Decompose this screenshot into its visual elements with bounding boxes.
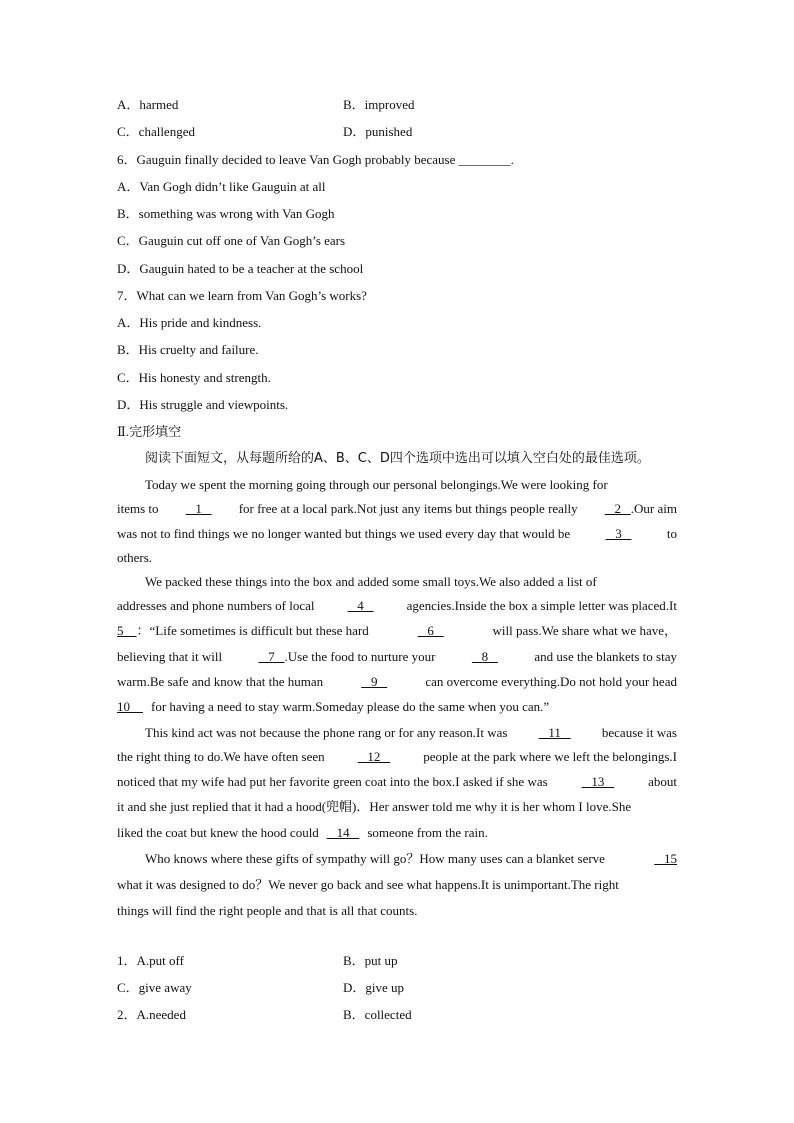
blank-4: 4: [347, 598, 374, 613]
passage-text: believing that it will: [117, 649, 223, 664]
blank-2: 2: [604, 501, 631, 516]
q1-option-b: B．put up: [343, 953, 398, 968]
passage-text: will pass.We share what we have，: [492, 623, 677, 638]
passage-text: was not to find things we no longer wanted but things we used every day that would be: [117, 526, 571, 541]
passage-line: [117, 501, 677, 517]
passage-text: Today we spent the morning going through our personal belongings.We were looking for: [145, 477, 608, 492]
passage-text: to: [666, 526, 677, 541]
blank-3: 3: [605, 526, 632, 541]
blank-10: 10: [117, 699, 143, 714]
passage-text: for free at a local park.Not just any items but things people really: [238, 501, 578, 516]
passage-text: for having a need to stay warm.Someday please do the same when you can.”: [151, 699, 550, 714]
passage-text: .Our aim: [630, 501, 677, 516]
q7-option-a: A．His pride and kindness.: [117, 315, 262, 330]
blank-7: 7: [258, 649, 285, 664]
passage-text: things will find the right people and that is all that counts.: [117, 903, 418, 918]
q5-option-a: A．harmed: [117, 97, 179, 112]
passage-line: [117, 526, 677, 542]
q5-option-b: B．improved: [343, 97, 415, 112]
passage-line: [117, 903, 677, 919]
q5-option-d: D．punished: [343, 124, 413, 139]
passage-text: items to: [117, 501, 159, 516]
q1-option-c: C．give away: [117, 980, 192, 995]
section-instruction: 阅读下面短文，从每题所给的A、B、C、D四个选项中选出可以填入空白处的最佳选项。: [145, 451, 650, 466]
q5-option-c: C．challenged: [117, 124, 195, 139]
passage-text: because it was: [601, 725, 677, 740]
passage-text: someone from the rain.: [367, 825, 488, 840]
passage-text: the right thing to do.We have often seen: [117, 749, 325, 764]
passage-line: [117, 699, 677, 715]
q6-stem: 6．Gauguin finally decided to leave Van Gogh probably because ________.: [117, 152, 514, 167]
passage-line: [117, 598, 677, 614]
passage-text: it and she just replied that it had a hood(兜帽)．Her answer told me why it is her whom I love.She: [117, 799, 632, 814]
blank-5: 5: [117, 623, 137, 638]
q7-option-b: B．His cruelty and failure.: [117, 342, 259, 357]
passage-text: others.: [117, 550, 153, 565]
passage-text: noticed that my wife had put her favorite green coat into the box.I asked if she was: [117, 774, 548, 789]
passage-text: This kind act was not because the phone rang or for any reason.It was: [145, 725, 508, 740]
blank-8: 8: [471, 649, 498, 664]
passage-line: [117, 774, 677, 790]
passage-text: and use the blankets to stay: [534, 649, 677, 664]
passage-text: can overcome everything.Do not hold your head: [425, 674, 677, 689]
passage-text: people at the park where we left the belongings.I: [423, 749, 677, 764]
blank-14: 14: [326, 825, 360, 840]
passage-line: [145, 574, 677, 590]
passage-text: Who knows where these gifts of sympathy will go？How many uses can a blanket serve: [145, 851, 605, 866]
passage-line: [117, 749, 677, 765]
passage-text: addresses and phone numbers of local: [117, 598, 315, 613]
passage-line: [117, 825, 677, 841]
passage-line: [117, 623, 677, 639]
blank-13: 13: [581, 774, 615, 789]
passage-text: about: [648, 774, 677, 789]
section-title: Ⅱ.完形填空: [117, 424, 182, 439]
q2-option-a: 2．A.needed: [117, 1007, 186, 1022]
q6-option-c: C．Gauguin cut off one of Van Gogh’s ears: [117, 233, 346, 248]
blank-11: 11: [538, 725, 571, 740]
blank-6: 6: [417, 623, 444, 638]
q6-option-b: B．something was wrong with Van Gogh: [117, 206, 335, 221]
passage-text: what it was designed to do？We never go back and see what happens.It is unimportant.The right: [117, 877, 619, 892]
passage-line: [145, 725, 677, 741]
passage-line: [117, 674, 677, 690]
q2-option-b: B．collected: [343, 1007, 412, 1022]
passage-line: [117, 550, 677, 566]
q1-option-a: 1．A.put off: [117, 953, 184, 968]
passage-text: ：“Life sometimes is difficult but these hard: [136, 623, 369, 638]
blank-12: 12: [357, 749, 391, 764]
passage-line: [145, 851, 677, 867]
passage-line: [145, 477, 677, 493]
passage-text: agencies.Inside the box a simple letter was placed.It: [406, 598, 677, 613]
q7-option-c: C．His honesty and strength.: [117, 370, 271, 385]
q6-option-a: A．Van Gogh didn’t like Gauguin at all: [117, 179, 326, 194]
passage-line: [117, 799, 677, 815]
blank-9: 9: [361, 674, 388, 689]
passage-text: We packed these things into the box and added some small toys.We also added a list of: [145, 574, 597, 589]
passage-text: warm.Be safe and know that the human: [117, 674, 324, 689]
passage-text: .Use the food to nurture your: [284, 649, 436, 664]
passage-line: [117, 649, 677, 665]
blank-15: 15: [654, 851, 677, 866]
q7-option-d: D．His struggle and viewpoints.: [117, 397, 289, 412]
blank-1: 1: [185, 501, 212, 516]
q7-stem: 7．What can we learn from Van Gogh’s works?: [117, 288, 367, 303]
passage-line: [117, 877, 677, 893]
passage-text: liked the coat but knew the hood could: [117, 825, 319, 840]
q6-option-d: D．Gauguin hated to be a teacher at the school: [117, 261, 364, 276]
q1-option-d: D．give up: [343, 980, 405, 995]
